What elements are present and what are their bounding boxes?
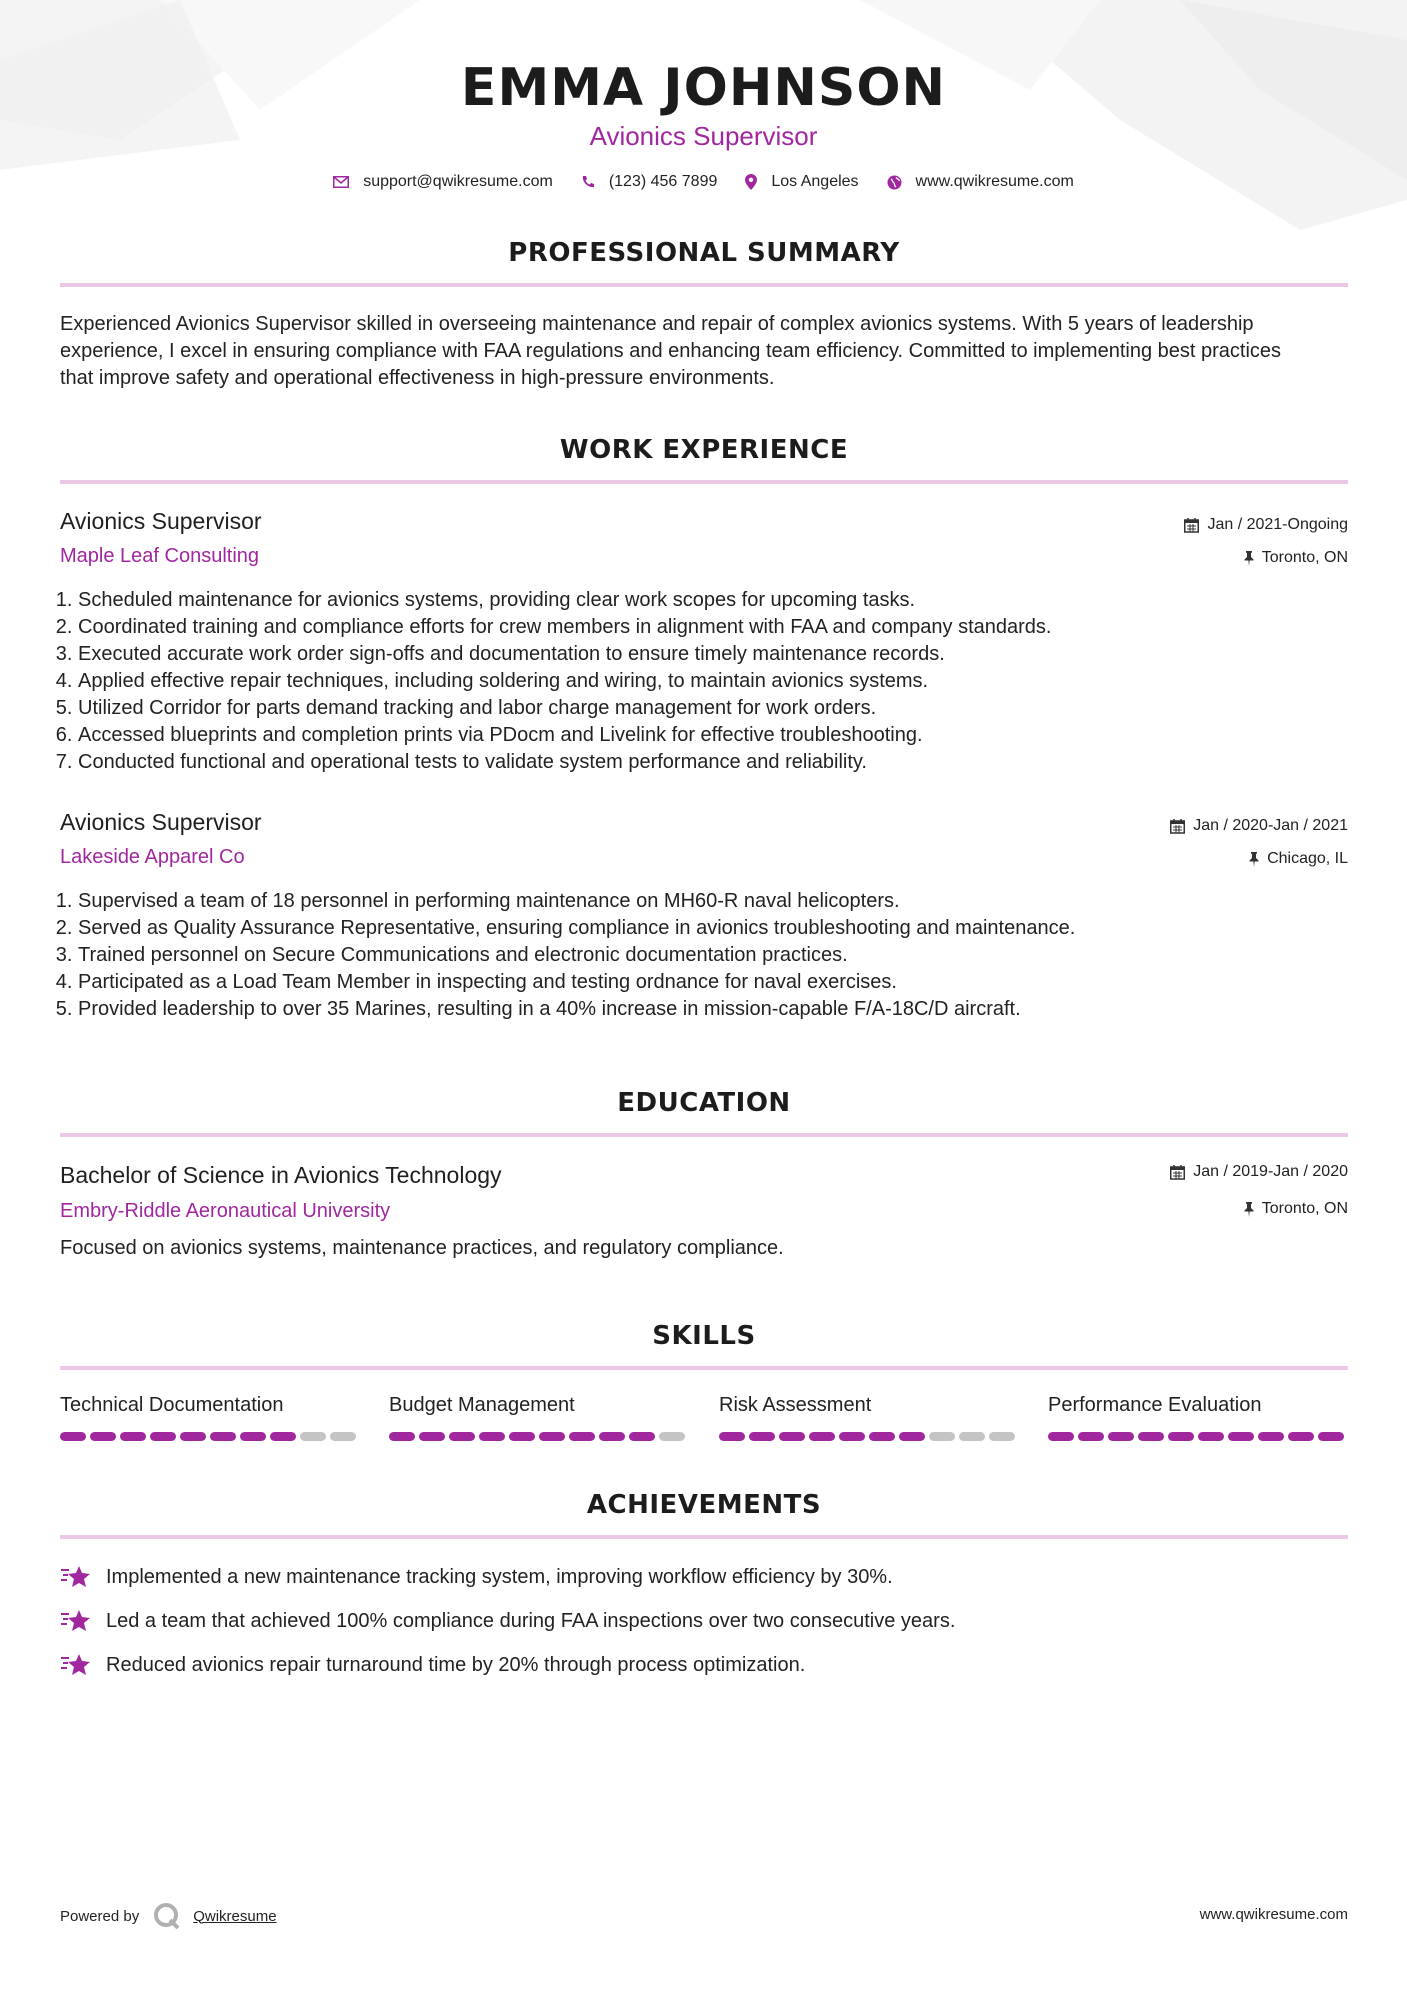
section-divider (60, 283, 1348, 287)
skill-name: Budget Management (389, 1394, 575, 1416)
skill-item (389, 1394, 689, 1441)
skill-dot-filled (809, 1432, 835, 1441)
envelope-icon (333, 176, 349, 188)
skill-item (719, 1394, 1019, 1441)
skill-dot-filled (1288, 1432, 1314, 1441)
skill-dot-filled (1198, 1432, 1224, 1441)
degree-title: Bachelor of Science in Avionics Technology (60, 1162, 502, 1188)
candidate-title: Avionics Supervisor (589, 121, 818, 151)
skill-dot-filled (899, 1432, 925, 1441)
job-dates-text: Jan / 2021-Ongoing (1207, 516, 1348, 533)
pushpin-icon (1244, 1202, 1254, 1217)
skill-dot-filled (150, 1432, 176, 1441)
job-bullet: 2. Served as Quality Assurance Representative, ensuring compliance in avionics troubleshooting and maintenance. (78, 915, 1358, 942)
skill-dot-filled (1048, 1432, 1074, 1441)
skill-dot-filled (1138, 1432, 1164, 1441)
job-dates (1170, 817, 1348, 835)
job-bullet: 1. Supervised a team of 18 personnel in performing maintenance on MH60-R naval helicopters. (78, 888, 1358, 915)
skill-dot-empty (659, 1432, 685, 1441)
skill-dot-filled (1168, 1432, 1194, 1441)
section-divider (60, 1133, 1348, 1137)
skill-dot-filled (449, 1432, 475, 1441)
job-dates-text: Jan / 2020-Jan / 2021 (1193, 817, 1348, 834)
skill-dot-filled (869, 1432, 895, 1441)
skill-dot-filled (1108, 1432, 1134, 1441)
summary-text (60, 311, 1350, 392)
job-bullet: 4. Applied effective repair techniques, including soldering and wiring, to maintain avionics systems. (78, 668, 1358, 695)
skill-dot-filled (629, 1432, 655, 1441)
skill-name: Performance Evaluation (1048, 1394, 1262, 1416)
education-location-text: Toronto, ON (1261, 1200, 1348, 1217)
skill-dot-empty (929, 1432, 955, 1441)
pushpin-icon (1244, 551, 1254, 566)
contact-website-text: www.qwikresume.com (915, 173, 1074, 190)
skill-dot-filled (240, 1432, 266, 1441)
achievement-text: Implemented a new maintenance tracking system, improving workflow efficiency by 30%. (106, 1565, 893, 1588)
star-icon (60, 1564, 92, 1590)
achievement-text: Reduced avionics repair turnaround time by 20% through process optimization. (106, 1653, 806, 1676)
job-bullet-list (60, 888, 1358, 1023)
skill-dot-filled (120, 1432, 146, 1441)
education-description: Focused on avionics systems, maintenance practices, and regulatory compliance. (60, 1237, 784, 1259)
section-title-skills: SKILLS (652, 1321, 756, 1351)
skill-dot-filled (599, 1432, 625, 1441)
education-location (1244, 1200, 1348, 1218)
job-bullet: 3. Executed accurate work order sign-offs and documentation to ensure timely maintenance records. (78, 641, 1358, 668)
job-bullet: 4. Participated as a Load Team Member in inspecting and testing ordnance for naval exercises. (78, 969, 1358, 996)
skill-dot-filled (479, 1432, 505, 1441)
footer-powered-by (60, 1902, 277, 1930)
skill-dot-filled (509, 1432, 535, 1441)
section-divider (60, 480, 1348, 484)
skill-dot-filled (1258, 1432, 1284, 1441)
pushpin-icon (1249, 852, 1259, 867)
skill-level-bar (389, 1432, 689, 1441)
achievement-item (60, 1652, 805, 1678)
candidate-name: EMMA JOHNSON (460, 58, 947, 118)
company-name: Lakeside Apparel Co (60, 846, 245, 868)
skill-dot-filled (749, 1432, 775, 1441)
school-name: Embry-Riddle Aeronautical University (60, 1200, 391, 1222)
company-name: Maple Leaf Consulting (60, 545, 260, 567)
job-location-text: Chicago, IL (1267, 850, 1348, 867)
skill-level-bar (60, 1432, 360, 1441)
education-dates (1170, 1163, 1348, 1181)
summary-line: Experienced Avionics Supervisor skilled in overseeing maintenance and repair of complex avionics systems. With 5 years of leadership (60, 313, 1254, 335)
section-divider (60, 1535, 1348, 1539)
skill-name: Risk Assessment (719, 1394, 872, 1416)
skill-dot-filled (779, 1432, 805, 1441)
job-bullet: 5. Utilized Corridor for parts demand tracking and labor charge management for work orders. (78, 695, 1358, 722)
skill-level-bar (1048, 1432, 1348, 1441)
job-location (1244, 549, 1348, 567)
achievement-text: Led a team that achieved 100% compliance during FAA inspections over two consecutive years. (106, 1609, 956, 1632)
job-location-text: Toronto, ON (1261, 549, 1348, 566)
calendar-icon (1184, 518, 1199, 533)
star-icon (60, 1608, 92, 1634)
skill-dot-filled (419, 1432, 445, 1441)
skill-dot-empty (300, 1432, 326, 1441)
globe-icon (887, 175, 902, 190)
job-title: Avionics Supervisor (60, 809, 262, 835)
skill-dot-filled (839, 1432, 865, 1441)
skill-dot-filled (90, 1432, 116, 1441)
skill-dot-filled (210, 1432, 236, 1441)
skill-dot-filled (270, 1432, 296, 1441)
skill-dot-empty (330, 1432, 356, 1441)
achievement-item (60, 1608, 955, 1634)
job-bullet: 1. Scheduled maintenance for avionics systems, providing clear work scopes for upcoming tasks. (78, 587, 1358, 614)
achievement-item (60, 1564, 893, 1590)
contact-phone-text: (123) 456 7899 (608, 173, 718, 190)
skill-level-bar (719, 1432, 1019, 1441)
section-title-summary: PROFESSIONAL SUMMARY (508, 238, 900, 268)
qwikresume-logo-icon (153, 1902, 181, 1930)
powered-by-label: Powered by (60, 1907, 140, 1925)
contact-phone[interactable] (581, 173, 718, 191)
brand-link[interactable]: Qwikresume (193, 1907, 277, 1925)
skill-dot-filled (569, 1432, 595, 1441)
job-bullet: 5. Provided leadership to over 35 Marines, resulting in a 40% increase in mission-capable F/A-18C/D aircraft. (78, 996, 1358, 1023)
skill-dot-empty (959, 1432, 985, 1441)
job-bullet-list (60, 587, 1358, 776)
calendar-icon (1170, 1165, 1185, 1180)
skill-dot-filled (539, 1432, 565, 1441)
phone-icon (581, 175, 595, 189)
job-bullet: 2. Coordinated training and compliance efforts for crew members in alignment with FAA and company standards. (78, 614, 1358, 641)
contact-location-text: Los Angeles (771, 173, 859, 190)
skill-dot-filled (1228, 1432, 1254, 1441)
summary-line: experience, I excel in ensuring compliance with FAA regulations and enhancing team efficiency. Committed to implementing best practices (60, 340, 1282, 362)
skill-dot-filled (389, 1432, 415, 1441)
section-title-experience: WORK EXPERIENCE (559, 435, 849, 465)
calendar-icon (1170, 819, 1185, 834)
skill-dot-filled (719, 1432, 745, 1441)
job-title: Avionics Supervisor (60, 508, 262, 534)
footer-website[interactable]: www.qwikresume.com (1199, 1906, 1348, 1923)
contact-email-text: support@qwikresume.com (363, 173, 553, 190)
job-bullet: 3. Trained personnel on Secure Communications and electronic documentation practices. (78, 942, 1358, 969)
skill-dot-filled (180, 1432, 206, 1441)
skill-dot-filled (60, 1432, 86, 1441)
skill-dot-empty (989, 1432, 1015, 1441)
job-bullet: 7. Conducted functional and operational tests to validate system performance and reliability. (78, 749, 1358, 776)
job-location (1249, 850, 1348, 868)
job-bullet: 6. Accessed blueprints and completion prints via PDocm and Livelink for effective troubleshooting. (78, 722, 1358, 749)
contact-location (745, 173, 858, 191)
skill-item (1048, 1394, 1348, 1441)
education-dates-text: Jan / 2019-Jan / 2020 (1193, 1163, 1348, 1180)
skill-name: Technical Documentation (60, 1394, 284, 1416)
job-dates (1184, 516, 1348, 534)
map-pin-icon (745, 174, 757, 190)
section-title-achievements: ACHIEVEMENTS (586, 1490, 822, 1520)
skill-dot-filled (1078, 1432, 1104, 1441)
contact-website[interactable] (887, 173, 1074, 191)
star-icon (60, 1652, 92, 1678)
section-title-education: EDUCATION (617, 1088, 791, 1118)
contact-bar (0, 173, 1407, 191)
contact-email[interactable] (333, 173, 553, 191)
skill-dot-filled (1318, 1432, 1344, 1441)
summary-line: that improve safety and operational effectiveness in high-pressure environments. (60, 367, 775, 389)
section-divider (60, 1366, 1348, 1370)
skill-item (60, 1394, 360, 1441)
